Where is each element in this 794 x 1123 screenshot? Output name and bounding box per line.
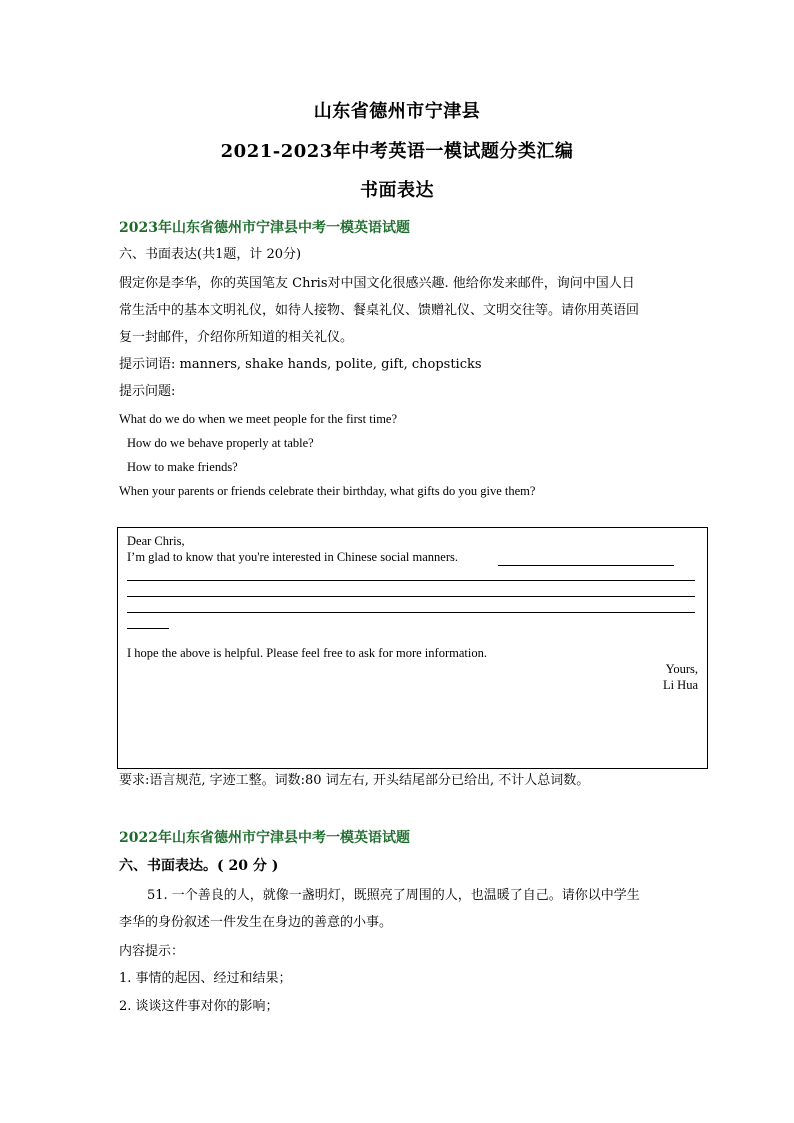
answer-line	[127, 596, 695, 597]
answer-line	[127, 612, 695, 613]
letter-answer-box	[117, 527, 708, 769]
requirement-text: 要求:语言规范, 字迹工整。词数:80 词左右, 开头结尾部分已给出, 不计人总词数。	[119, 773, 590, 788]
prompt-line-3: 复一封邮件，介绍你所知道的相关礼仪。	[119, 330, 354, 345]
letter-closing: I hope the above is helpful. Please feel free to ask for more information.	[127, 646, 487, 660]
letter-signature: Li Hua	[662, 678, 698, 692]
title-collection: 2021-2023年中考英语一模试题分类汇编	[220, 141, 574, 162]
prompt-2022-line-1: 51. 一个善良的人，就像一盏明灯，既照亮了周围的人，也温暖了自己。请你以中学生	[147, 888, 640, 903]
content-hint-label: 内容提示：	[119, 944, 185, 959]
hint-question-1: What do we do when we meet people for the first time?	[119, 412, 398, 426]
prompt-2022-line-2: 李华的身份叙述一件发生在身边的善意的小事。	[119, 915, 393, 930]
hint-words: 提示词语: manners, shake hands, polite, gift, chopsticks	[119, 357, 482, 372]
section-2023-part-title: 六、书面表达(共1题，计 20分)	[119, 247, 302, 262]
opening-blank-line	[498, 565, 674, 566]
hint-question-2: How do we behave properly at table?	[127, 436, 314, 450]
answer-line-short	[127, 628, 169, 629]
title-topic: 书面表达	[360, 180, 434, 201]
hint-question-3: How to make friends?	[127, 460, 238, 474]
letter-opening: I’m glad to know that you're interested in Chinese social manners.	[127, 550, 458, 564]
title-region: 山东省德州市宁津县	[313, 101, 481, 122]
section-2023-heading: 2023年山东省德州市宁津县中考一模英语试题	[119, 220, 410, 236]
letter-greeting: Dear Chris,	[127, 534, 185, 548]
answer-line	[127, 580, 695, 581]
hint-question-4: When your parents or friends celebrate their birthday, what gifts do you give them?	[119, 484, 536, 498]
prompt-line-1: 假定你是李华，你的英国笔友 Chris对中国文化很感兴趣. 他给你发来邮件，询问中国人日	[119, 276, 635, 291]
content-hint-1: 1. 事情的起因、经过和结果；	[119, 971, 292, 986]
section-2022-heading: 2022年山东省德州市宁津县中考一模英语试题	[119, 830, 410, 846]
section-2022-part-title: 六、书面表达。( 20 分 )	[119, 858, 279, 874]
content-hint-2: 2. 谈谈这件事对你的影响；	[119, 999, 279, 1014]
hint-questions-label: 提示问题:	[119, 384, 176, 399]
letter-signoff: Yours,	[665, 662, 698, 676]
prompt-line-2: 常生活中的基本文明礼仪，如待人接物、餐桌礼仪、馈赠礼仪、文明交往等。请你用英语回	[119, 303, 640, 318]
